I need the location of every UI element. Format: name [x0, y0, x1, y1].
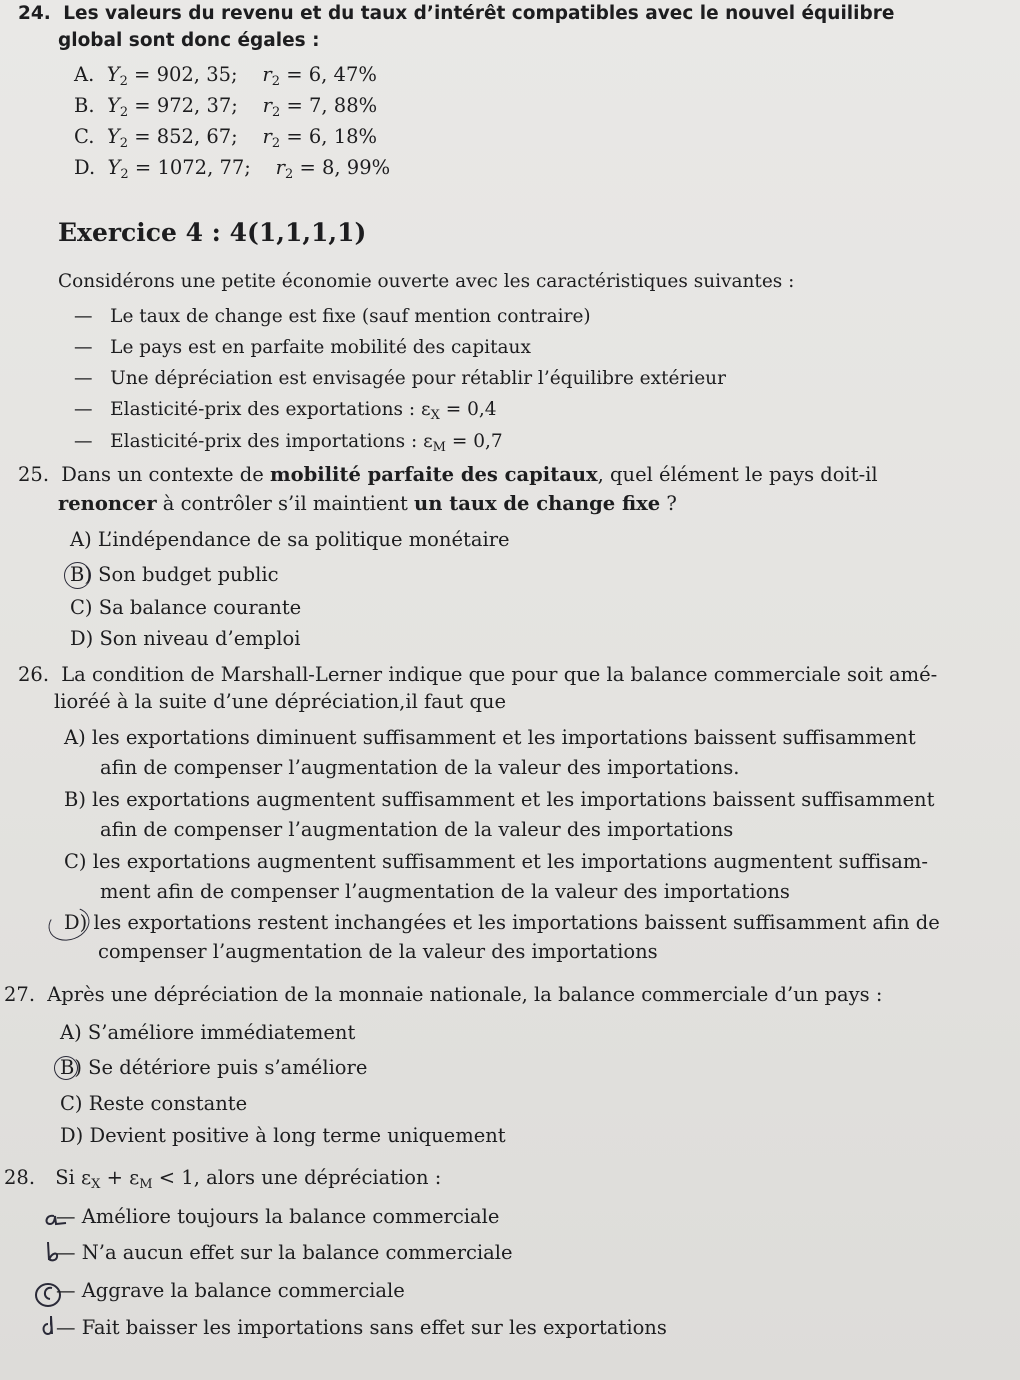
q25-stem-line2: renoncer à contrôler s’il maintient un taux de change fixe ? [58, 492, 677, 515]
q27-answer-circle [54, 1056, 78, 1080]
q26-option-d-cont: compenser l’augmentation de la valeur des importations [98, 940, 658, 963]
q26-option-c: C) les exportations augmentent suffisamment et les importations augmentent suffisam- [64, 850, 928, 873]
q24-option-d: D. $Y_2 = 1072$, 77; $r_2 = 8$, 99% [74, 156, 391, 182]
q26-option-a-cont: afin de compenser l’augmentation de la valeur des importations. [100, 756, 740, 779]
q28-option-b: — N’a aucun effet sur la balance commerciale [56, 1241, 513, 1264]
q26-number: 26. [18, 663, 50, 686]
q28-option-a: — Améliore toujours la balance commerciale [56, 1205, 500, 1228]
q24-option-c: C. $Y_2 = 852$, 67; $r_2 = 6$, 18% [74, 125, 378, 151]
q26-option-b: B) les exportations augmentent suffisamment et les importations baissent suffisamment [64, 788, 935, 811]
q25-stem: 25. Dans un contexte de mobilité parfaite des capitaux, quel élément le pays doit-il [18, 463, 878, 486]
q28-number: 28. [4, 1166, 36, 1189]
q27-option-b: B) Se détériore puis s’améliore [60, 1056, 368, 1079]
q24-stem-line2: global sont donc égales : [58, 30, 320, 51]
q27-option-c: C) Reste constante [60, 1092, 248, 1115]
q27-number: 27. [4, 983, 36, 1006]
q25-number: 25. [18, 463, 50, 486]
q28-option-d: — Fait baisser les importations sans effet sur les exportations [56, 1316, 667, 1339]
q25-option-c: C) Sa balance courante [70, 596, 302, 619]
q24-option-b: B. $Y_2 = 972$, 37; $r_2 = 7$, 88% [74, 94, 378, 120]
exercise-bullet-1: — Le taux de change est fixe (sauf mention contraire) [74, 306, 591, 327]
exercise-bullet-2: — Le pays est en parfaite mobilité des capitaux [74, 337, 531, 358]
q25-answer-circle [64, 562, 91, 589]
exercise-intro: Considérons une petite économie ouverte avec les caractéristiques suivantes : [58, 271, 795, 292]
q25-option-b: B) Son budget public [70, 563, 279, 586]
q26-option-a: A) les exportations diminuent suffisamment et les importations baissent suffisamment [64, 726, 916, 749]
q28-option-c: — Aggrave la balance commerciale [56, 1279, 405, 1302]
exercise-title: Exercice 4 : 4(1,1,1,1) [58, 218, 367, 247]
q26-option-b-cont: afin de compenser l’augmentation de la valeur des importations [100, 818, 734, 841]
q27-option-a: A) S’améliore immédiatement [60, 1021, 356, 1044]
exercise-bullet-5: — Elasticité-prix des importations : $\varepsilon_M = 0,7$ [74, 431, 503, 455]
exercise-bullet-3: — Une dépréciation est envisagée pour rétablir l’équilibre extérieur [74, 368, 726, 389]
q24-option-a: A. $Y_2 = 902$, 35; $r_2 = 6$, 47% [74, 63, 377, 89]
exercise-bullet-4: — Elasticité-prix des exportations : $\varepsilon_X = 0,4$ [74, 399, 497, 423]
q26-stem: 26. La condition de Marshall-Lerner indique que pour que la balance commerciale soit amé- [18, 663, 938, 686]
q28-stem: 28. Si $\varepsilon_X + \varepsilon_M < 1$, alors une dépréciation : [4, 1166, 442, 1192]
q24-number: 24. [18, 3, 51, 24]
q26-option-d: D) les exportations restent inchangées et les importations baissent suffisamment afin de [64, 911, 940, 934]
q26-stem-line2: lioréé à la suite d’une dépréciation,il faut que [54, 690, 507, 713]
q25-option-d: D) Son niveau d’emploi [70, 627, 301, 650]
q25-option-a: A) L’indépendance de sa politique monétaire [70, 528, 510, 551]
q26-option-c-cont: ment afin de compenser l’augmentation de la valeur des importations [100, 880, 790, 903]
q26-answer-circle [44, 902, 94, 946]
q24-stem: 24. Les valeurs du revenu et du taux d’intérêt compatibles avec le nouvel équilibre [18, 3, 895, 24]
q27-option-d: D) Devient positive à long terme uniquement [60, 1124, 506, 1147]
q27-stem: 27. Après une dépréciation de la monnaie nationale, la balance commerciale d’un pays : [4, 983, 883, 1006]
